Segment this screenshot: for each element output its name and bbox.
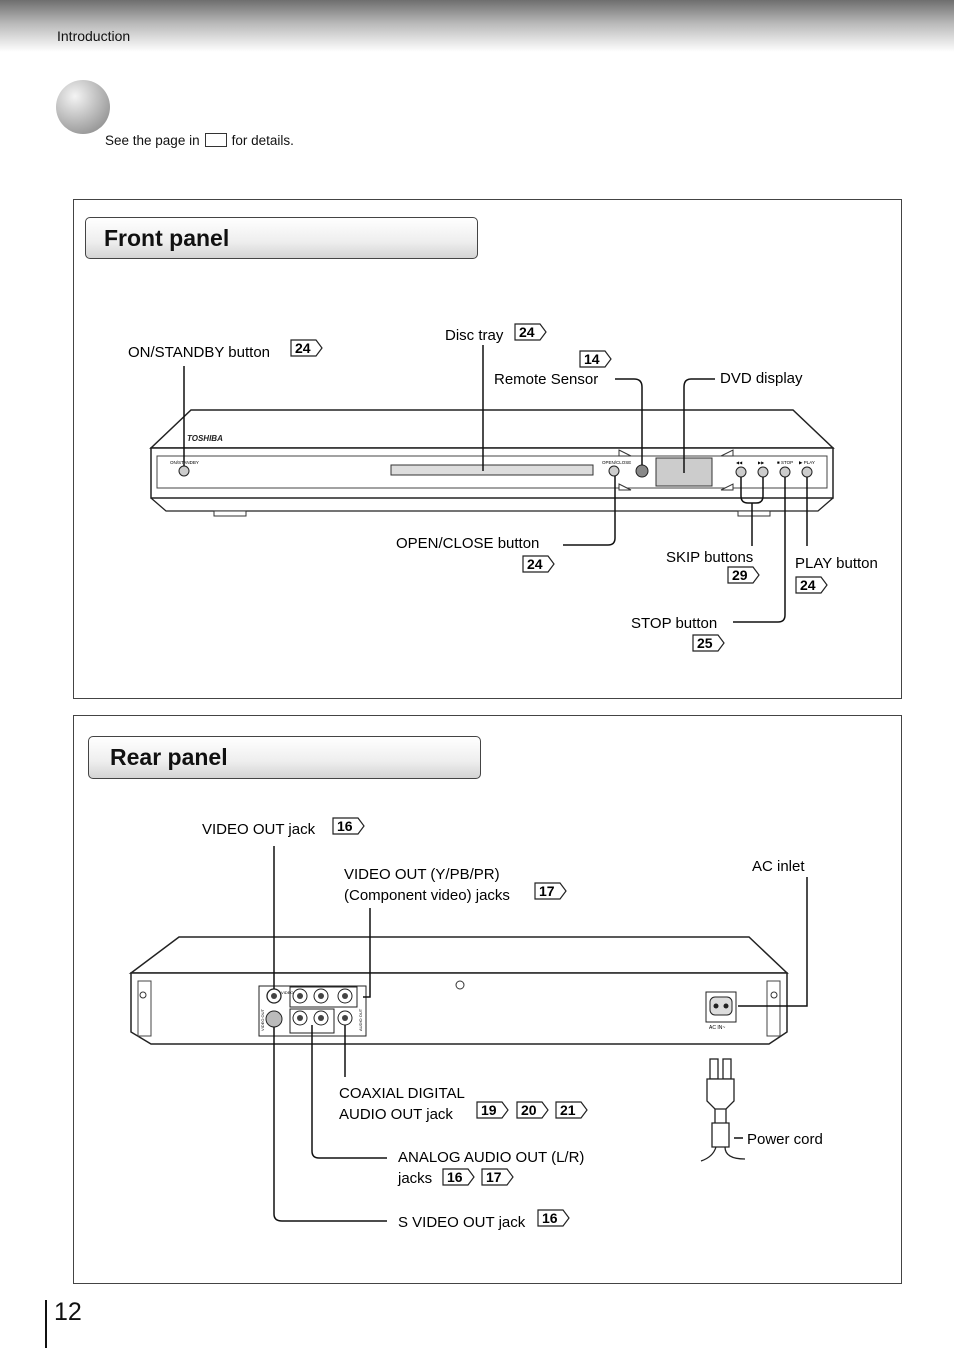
- coaxial-label-line1: COAXIAL DIGITAL: [339, 1085, 465, 1102]
- device-ac-in-label: AC IN~: [709, 1025, 726, 1031]
- skip-ref: 29: [732, 567, 748, 583]
- page-number: 12: [54, 1298, 82, 1326]
- coaxial-ref-2: 20: [521, 1102, 537, 1118]
- component-label-line1: VIDEO OUT (Y/PB/PR): [344, 866, 500, 883]
- analog-label-line2: jacks: [398, 1170, 433, 1187]
- note-after: for details.: [231, 133, 294, 148]
- video-out-label: VIDEO OUT jack: [202, 821, 316, 838]
- device-open-close-label: OPEN/CLOSE: [602, 460, 632, 465]
- rear-panel-diagram: [74, 716, 901, 1283]
- device-video-out-label: VIDEO OUT: [260, 1008, 265, 1031]
- stop-label: STOP button: [631, 615, 718, 632]
- coaxial-ref-3: 21: [560, 1102, 576, 1118]
- rear-panel-frame: [73, 715, 902, 1284]
- analog-ref-2: 17: [486, 1169, 502, 1185]
- device-skip-prev-label: ◀◀: [736, 460, 743, 465]
- front-panel-title: Front panel: [85, 217, 478, 259]
- brand-logo: TOSHIBA: [187, 434, 223, 443]
- remote-sensor: [636, 465, 648, 477]
- power-cord: [701, 1059, 745, 1161]
- dvd-player-front: [151, 410, 833, 516]
- device-stop-label: ■ STOP: [777, 460, 794, 465]
- open-close-button[interactable]: [609, 466, 619, 476]
- device-audio-out-label: AUDIO OUT: [358, 1008, 363, 1031]
- play-ref: 24: [800, 577, 816, 593]
- device-skip-next-label: ▶▶: [758, 460, 765, 465]
- coaxial-ref-1: 19: [481, 1102, 497, 1118]
- device-play-label: ▶ PLAY: [799, 460, 815, 465]
- skip-label: SKIP buttons: [666, 549, 754, 566]
- disc-tray-label: Disc tray: [445, 327, 504, 344]
- device-on-standby-label: ON/STANDBY: [170, 460, 199, 465]
- on-standby-ref: 24: [295, 340, 311, 356]
- video-out-ref: 16: [337, 818, 353, 834]
- dvd-display-label: DVD display: [720, 370, 803, 387]
- s-video-ref: 16: [542, 1210, 558, 1226]
- remote-sensor-label: Remote Sensor: [494, 371, 599, 388]
- power-cord-label: Power cord: [747, 1131, 823, 1148]
- section-bullet: [56, 80, 110, 134]
- on-standby-button[interactable]: [179, 466, 189, 476]
- front-panel-frame: [73, 199, 902, 699]
- analog-ref-1: 16: [447, 1169, 463, 1185]
- on-standby-label: ON/STANDBY button: [128, 344, 271, 361]
- component-ref: 17: [539, 883, 555, 899]
- open-close-label: OPEN/CLOSE button: [396, 535, 540, 552]
- component-label-line2: (Component video) jacks: [344, 887, 510, 904]
- stop-ref: 25: [697, 635, 713, 651]
- ac-inlet-label: AC inlet: [752, 858, 805, 875]
- play-label: PLAY button: [795, 555, 878, 572]
- s-video-label: S VIDEO OUT jack: [398, 1214, 526, 1231]
- skip-next-button[interactable]: [758, 467, 768, 477]
- note-before: See the page in: [105, 133, 200, 148]
- rear-panel-title: Rear panel: [88, 736, 481, 779]
- front-panel-diagram: [74, 200, 901, 698]
- s-video-out-jack: [266, 1011, 282, 1027]
- skip-prev-button[interactable]: [736, 467, 746, 477]
- header-band: [0, 0, 954, 52]
- remote-sensor-ref: 14: [584, 351, 600, 367]
- page-reference-note: [105, 133, 294, 148]
- disc-tray-ref: 24: [519, 324, 535, 340]
- analog-label-line1: ANALOG AUDIO OUT (L/R): [398, 1149, 585, 1166]
- section-label: Introduction: [57, 28, 131, 44]
- dvd-player-rear: [131, 937, 787, 1044]
- page-reference-icon: [205, 133, 227, 147]
- stop-button[interactable]: [780, 467, 790, 477]
- play-button[interactable]: [802, 467, 812, 477]
- page-number-rule: [45, 1300, 47, 1348]
- coaxial-label-line2: AUDIO OUT jack: [339, 1106, 453, 1123]
- open-close-ref: 24: [527, 556, 543, 572]
- device-video-label: VIDEO: [281, 990, 294, 995]
